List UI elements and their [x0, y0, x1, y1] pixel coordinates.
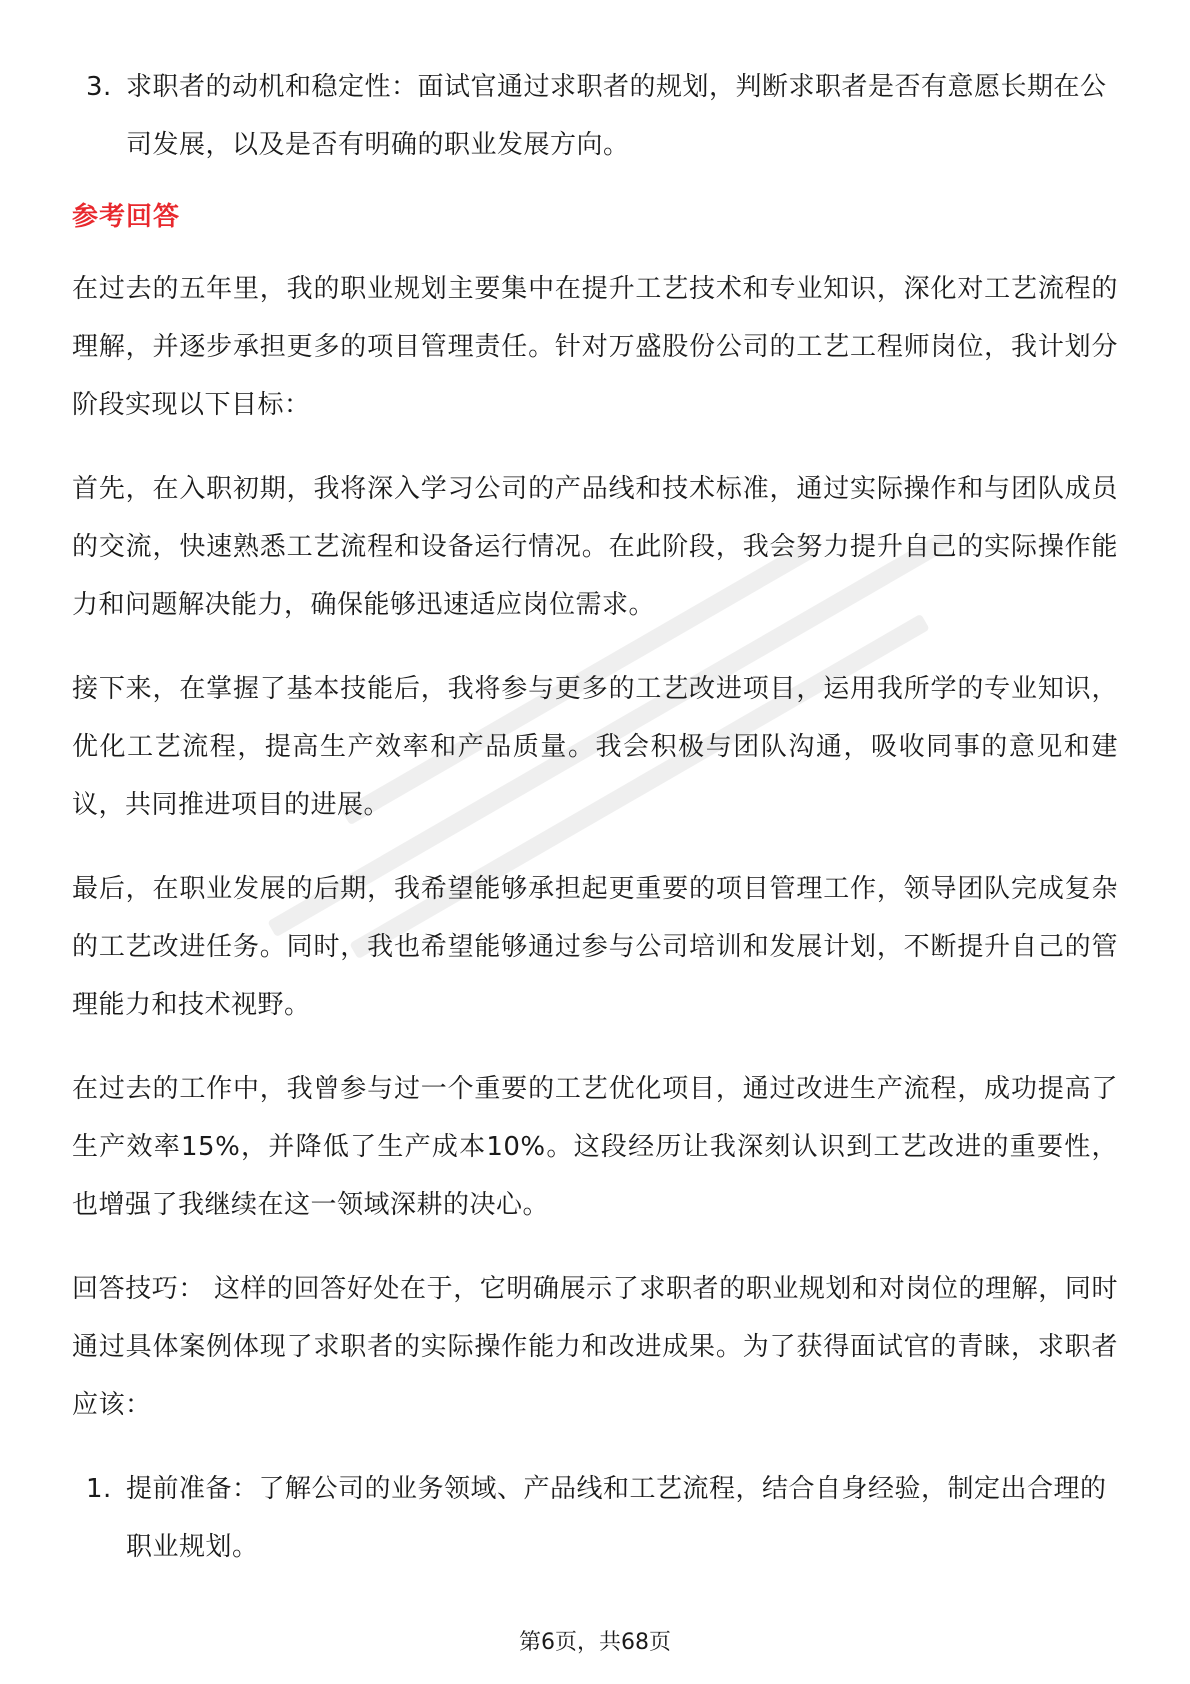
list-item-3	[72, 58, 1118, 174]
list-number: 3.	[86, 72, 112, 102]
paragraph-second-stage: 接下来，在掌握了基本技能后，我将参与更多的工艺改进项目，运用我所学的专业知识，优化工艺流程，提高生产效率和产品质量。我会积极与团队沟通，吸收同事的意见和建议，共同推进项目的进展。	[72, 674, 1118, 820]
list-item-text: 求职者的动机和稳定性：面试官通过求职者的规划，判断求职者是否有意愿长期在公司发展，以及是否有明确的职业发展方向。	[126, 72, 1107, 160]
list-item-text: 提前准备：了解公司的业务领域、产品线和工艺流程，结合自身经验，制定出合理的职业规划。	[126, 1474, 1107, 1562]
paragraph-tips: 回答技巧： 这样的回答好处在于，它明确展示了求职者的职业规划和对岗位的理解，同时通过具体案例体现了求职者的实际操作能力和改进成果。为了获得面试官的青睐，求职者应该：	[72, 1274, 1118, 1420]
paragraph-final-stage: 最后，在职业发展的后期，我希望能够承担起更重要的项目管理工作，领导团队完成复杂的工艺改进任务。同时，我也希望能够通过参与公司培训和发展计划，不断提升自己的管理能力和技术视野。	[72, 874, 1118, 1020]
list-number: 1.	[86, 1474, 112, 1504]
paragraph-first-stage: 首先，在入职初期，我将深入学习公司的产品线和技术标准，通过实际操作和与团队成员的交流，快速熟悉工艺流程和设备运行情况。在此阶段，我会努力提升自己的实际操作能力和问题解决能力，确保能够迅速适应岗位需求。	[72, 474, 1118, 620]
list-item-1	[72, 1460, 1118, 1576]
paragraph-intro: 在过去的五年里，我的职业规划主要集中在提升工艺技术和专业知识，深化对工艺流程的理解，并逐步承担更多的项目管理责任。针对万盛股份公司的工艺工程师岗位，我计划分阶段实现以下目标：	[72, 274, 1118, 420]
page-footer: 第6页，共68页	[519, 1630, 671, 1655]
document-content	[72, 58, 1118, 1576]
paragraph-experience: 在过去的工作中，我曾参与过一个重要的工艺优化项目，通过改进生产流程，成功提高了生产效率15%，并降低了生产成本10%。这段经历让我深刻认识到工艺改进的重要性，也增强了我继续在这一领域深耕的决心。	[72, 1074, 1118, 1220]
section-heading: 参考回答	[72, 202, 181, 232]
